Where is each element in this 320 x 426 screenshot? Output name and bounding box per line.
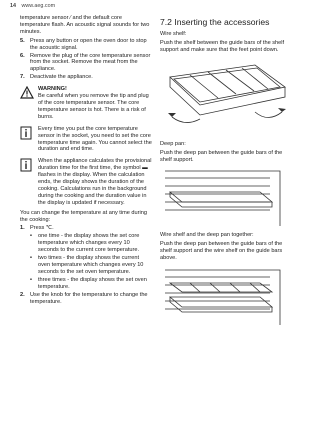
step-text: Use the knob for the temperature to change the temperature. — [30, 291, 148, 305]
wire-shelf-illustration — [160, 57, 292, 137]
change-step-2 — [20, 292, 152, 306]
bullet-text: two times - the display shows the current oven temperature which changes every 10 seconds to the set oven temperature. — [38, 255, 144, 275]
bullet-text: three times - the display shows the set oven temperature. — [38, 276, 147, 290]
warning-block — [20, 86, 152, 121]
info-icon — [20, 158, 38, 206]
step-text: Press any button or open the oven door to stop the acoustic signal. — [30, 37, 147, 51]
bullet-item: • one time - the display shows the set core temperature which changes every 10 seconds to the current core temperature. — [30, 233, 152, 254]
info-note-2 — [20, 158, 152, 206]
step-text: Deactivate the appliance. — [30, 74, 93, 81]
step-5 — [20, 38, 152, 52]
step-number: 5. — [20, 37, 25, 44]
step-6 — [20, 53, 152, 74]
step-text: Remove the plug of the core temperature sensor from the socket. Remove the meat from the appliance. — [30, 52, 151, 73]
wire-shelf-text: Push the shelf between the guide bars of the shelf support and make sure that the feet point down. — [160, 39, 285, 53]
both-text: Push the deep pan between the guide bars of the shelf support and the wire shelf on the guide bars above. — [160, 241, 283, 262]
wire-shelf-label: Wire shelf: — [160, 31, 187, 37]
site-url: www.aeg.com — [21, 3, 56, 9]
step-number: 6. — [20, 52, 25, 59]
combined-illustration — [160, 265, 292, 327]
intro-text: temperature sensor ⁄ and the default core temperature flash. An acoustic signal sounds for two minutes. — [20, 15, 150, 35]
change-step-1 — [20, 225, 152, 232]
step-number: 1. — [20, 225, 25, 232]
bullet-item: • three times - the display shows the set oven temperature. — [30, 277, 152, 291]
deep-pan-illustration — [160, 166, 292, 228]
info-note-1-text: Every time you put the core temperature sensor in the socket, you need to set the core temperature time again. You cannot select the duration and end time. — [38, 125, 152, 153]
left-column — [20, 15, 152, 306]
info-icon — [20, 126, 38, 154]
right-column — [160, 15, 292, 331]
warning-text: Be careful when you remove the tip and plug of the core temperature sensor. The core temperature sensor is hot. There is a risk of burns. — [38, 93, 149, 120]
info-note-1 — [20, 126, 152, 154]
change-intro: You can change the temperature at any time during the cooking: — [20, 209, 147, 223]
bullet-text: one time - the display shows the set core temperature which changes every 10 seconds to the current core temperature. — [38, 233, 140, 254]
step-number: 2. — [20, 291, 25, 298]
info-note-2-text: When the appliance calculates the provisional duration time for the first time, the symbol ▬ flashes in the display. When the calculation ends, the display shows the duration of the cooking. Calculations run in the background during the cooking and the duration value in the display is updated if necessary. — [38, 158, 152, 206]
warning-icon — [20, 86, 38, 121]
step-text: Press ℃. — [30, 225, 54, 232]
bullet-item: • two times - the display shows the current oven temperature which changes every 10 seconds to the set oven temperature. — [30, 255, 152, 276]
section-title: 7.2 Inserting the accessories — [160, 17, 270, 27]
page-number: 14 — [10, 3, 16, 9]
deep-pan-text: Push the deep pan between the guide bars of the shelf support. — [160, 149, 283, 163]
page-header — [10, 3, 55, 9]
deep-pan-label: Deep pan: — [160, 140, 186, 147]
step-number: 7. — [20, 74, 25, 81]
warning-title: WARNING! — [38, 86, 67, 93]
both-label: Wire shelf and the deep pan together: — [160, 232, 254, 239]
step-7 — [20, 74, 152, 81]
